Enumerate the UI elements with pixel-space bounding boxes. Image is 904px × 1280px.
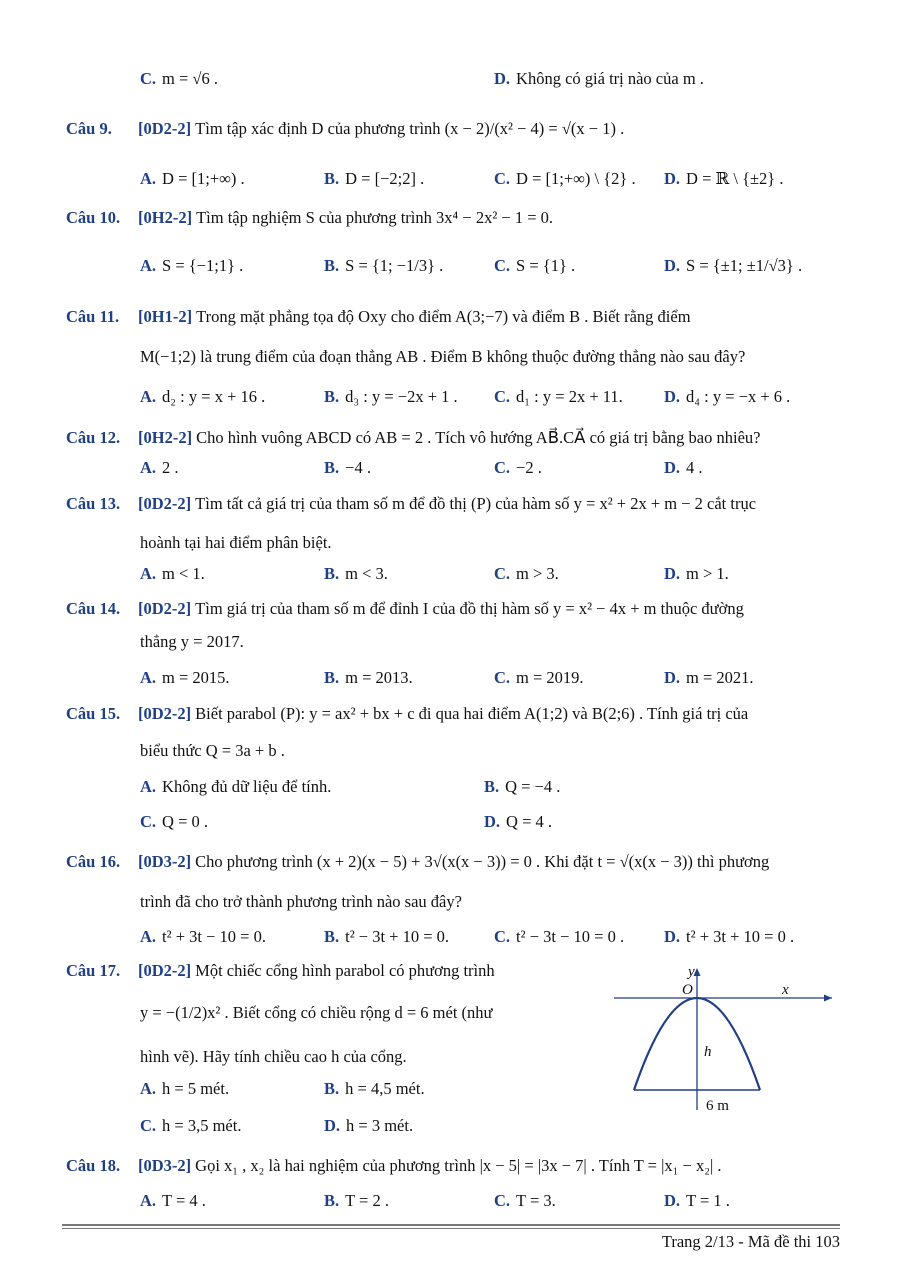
- q14-option-b: B. m = 2013.: [324, 668, 413, 687]
- q14-option-d: D. m = 2021.: [664, 668, 754, 687]
- question-13-line2: hoành tại hai điểm phân biệt.: [140, 533, 332, 552]
- option-d-prev: D. Không có giá trị nào của m .: [494, 69, 704, 88]
- q16-option-b: B. t² − 3t + 10 = 0.: [324, 927, 450, 946]
- figure-h-label: h: [704, 1044, 712, 1060]
- question-12: Câu 12. [0H2-2] Cho hình vuông ABCD có AB = 2 . Tích vô hướng AB⃗.CA⃗ có giá trị bằng bao nhiêu?: [66, 428, 761, 447]
- q13-option-b: B. m < 3.: [324, 564, 388, 583]
- q10-option-b: B. S = {1; −1/3} .: [324, 256, 444, 275]
- page-footer: Trang 2/13 - Mã đề thi 103: [661, 1232, 840, 1251]
- q17-option-d: D. h = 3 mét.: [324, 1116, 414, 1135]
- question-11: Câu 11. [0H1-2] Trong mặt phẳng tọa độ Oxy cho điểm A(3;−7) và điểm B . Biết rằng điểm: [66, 307, 691, 326]
- footer-divider: [62, 1224, 840, 1226]
- q9-option-d: D. D = ℝ \ {±2} .: [664, 169, 784, 188]
- q11-option-c: C. d₁ : y = 2x + 11.: [494, 387, 623, 406]
- q17-option-a: A. h = 5 mét.: [140, 1079, 230, 1098]
- figure-y-label: y: [688, 964, 695, 980]
- q18-option-c: C. T = 3.: [494, 1191, 556, 1210]
- question-9: Câu 9. [0D2-2] Tìm tập xác định D của phương trình (x − 2)/(x² − 4) = √(x − 1) .: [66, 119, 625, 138]
- q18-option-d: D. T = 1 .: [664, 1191, 730, 1210]
- q15-option-c: C. Q = 0 .: [140, 812, 209, 831]
- q13-option-c: C. m > 3.: [494, 564, 559, 583]
- figure-origin-label: O: [682, 982, 693, 998]
- parabola-gate-figure: [612, 960, 834, 1120]
- figure-x-label: x: [782, 982, 789, 998]
- q9-option-a: A. D = [1;+∞) .: [140, 169, 245, 188]
- question-17-line2: y = −(1/2)x² . Biết cổng có chiều rộng d = 6 mét (như: [140, 1003, 493, 1022]
- question-14: Câu 14. [0D2-2] Tìm giá trị của tham số m để đỉnh I của đồ thị hàm số y = x² − 4x + m thuộc đường: [66, 599, 744, 618]
- q11-option-d: D. d₄ : y = −x + 6 .: [664, 387, 791, 406]
- figure-width-label: 6 m: [706, 1098, 729, 1114]
- q12-option-d: D. 4 .: [664, 458, 703, 477]
- question-16: Câu 16. [0D3-2] Cho phương trình (x + 2)(x − 5) + 3√(x(x − 3)) = 0 . Khi đặt t = √(x(x − 3)) thì phương: [66, 852, 770, 871]
- question-13: Câu 13. [0D2-2] Tìm tất cả giá trị của tham số m để đồ thị (P) của hàm số y = x² + 2x + m − 2 cắt trục: [66, 494, 757, 513]
- question-17: Câu 17. [0D2-2] Một chiếc cổng hình parabol có phương trình: [66, 961, 495, 980]
- q12-option-c: C. −2 .: [494, 458, 542, 477]
- question-15: Câu 15. [0D2-2] Biết parabol (P): y = ax² + bx + c đi qua hai điểm A(1;2) và B(2;6) . Tính giá trị của: [66, 704, 749, 723]
- q13-option-d: D. m > 1.: [664, 564, 729, 583]
- q17-option-c: C. h = 3,5 mét.: [140, 1116, 242, 1135]
- question-10: Câu 10. [0H2-2] Tìm tập nghiệm S của phương trình 3x⁴ − 2x² − 1 = 0.: [66, 208, 553, 227]
- q17-option-b: B. h = 4,5 mét.: [324, 1079, 425, 1098]
- question-11-line2: M(−1;2) là trung điểm của đoạn thẳng AB . Điểm B không thuộc đường thẳng nào sau đây?: [140, 347, 746, 366]
- q14-option-a: A. m = 2015.: [140, 668, 230, 687]
- q16-option-d: D. t² + 3t + 10 = 0 .: [664, 927, 795, 946]
- q10-option-d: D. S = {±1; ±1/√3} .: [664, 256, 803, 275]
- question-17-line3: hình vẽ). Hãy tính chiều cao h của cổng.: [140, 1047, 407, 1066]
- q18-option-a: A. T = 4 .: [140, 1191, 206, 1210]
- q15-option-a: A. Không đủ dữ liệu để tính.: [140, 777, 332, 796]
- q14-option-c: C. m = 2019.: [494, 668, 584, 687]
- q11-option-a: A. d₂ : y = x + 16 .: [140, 387, 266, 406]
- q13-option-a: A. m < 1.: [140, 564, 205, 583]
- q10-option-a: A. S = {−1;1} .: [140, 256, 244, 275]
- q11-option-b: B. d₃ : y = −2x + 1 .: [324, 387, 458, 406]
- question-16-line2: trình đã cho trở thành phương trình nào sau đây?: [140, 892, 462, 911]
- q12-option-b: B. −4 .: [324, 458, 371, 477]
- question-15-line2: biểu thức Q = 3a + b .: [140, 741, 285, 760]
- q15-option-b: B. Q = −4 .: [484, 777, 561, 796]
- question-18: Câu 18. [0D3-2] Gọi x₁ , x₂ là hai nghiệm của phương trình |x − 5| = |3x − 7| . Tính T = |x₁ − x₂| .: [66, 1156, 722, 1175]
- q12-option-a: A. 2 .: [140, 458, 179, 477]
- q18-option-b: B. T = 2 .: [324, 1191, 389, 1210]
- question-14-line2: thẳng y = 2017.: [140, 632, 244, 651]
- q10-option-c: C. S = {1} .: [494, 256, 576, 275]
- q15-option-d: D. Q = 4 .: [484, 812, 553, 831]
- footer-divider-thin: [62, 1228, 840, 1229]
- q16-option-a: A. t² + 3t − 10 = 0.: [140, 927, 266, 946]
- option-c-prev: C. m = √6 .: [140, 69, 218, 88]
- q9-option-b: B. D = [−2;2] .: [324, 169, 425, 188]
- q9-option-c: C. D = [1;+∞) \ {2} .: [494, 169, 636, 188]
- q16-option-c: C. t² − 3t − 10 = 0 .: [494, 927, 625, 946]
